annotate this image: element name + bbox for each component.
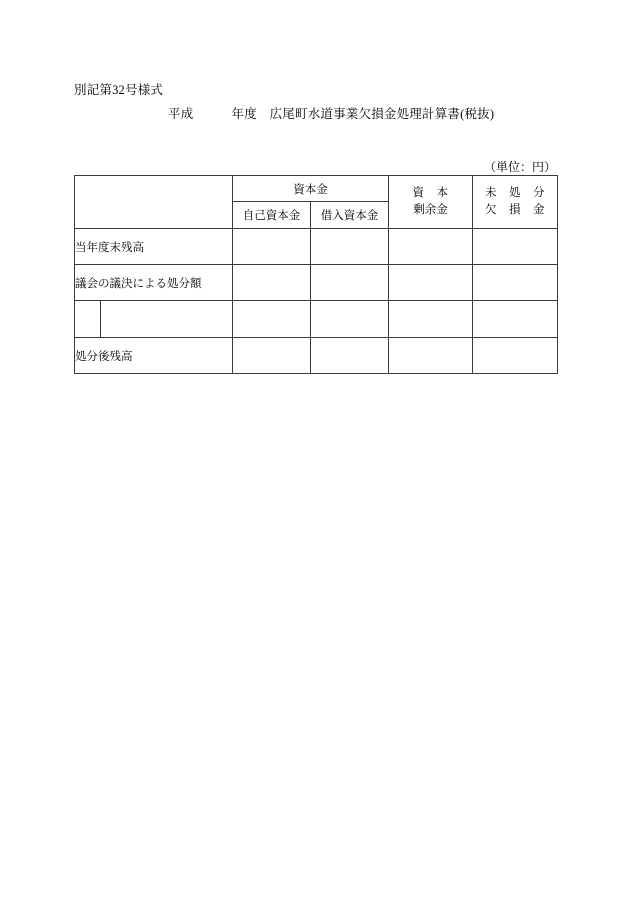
cell-borrowed-capital[interactable] <box>311 265 389 301</box>
cell-borrowed-capital[interactable] <box>311 338 389 374</box>
cell-own-capital[interactable] <box>233 229 311 265</box>
cell-own-capital[interactable] <box>233 301 311 338</box>
table-header-row-top <box>75 176 558 202</box>
unit-note: （単位：円） <box>483 160 556 174</box>
cell-capital-surplus[interactable] <box>389 265 473 301</box>
cell-unappropriated-deficit[interactable] <box>473 338 558 374</box>
cell-borrowed-capital[interactable] <box>311 229 389 265</box>
cell-capital-surplus[interactable] <box>389 338 473 374</box>
table-corner-blank <box>75 176 233 229</box>
column-header-capital-surplus <box>389 176 473 229</box>
table-row <box>75 265 558 301</box>
unappropriated-deficit-line2: 欠 損 金 <box>485 204 545 216</box>
cell-capital-surplus[interactable] <box>389 301 473 338</box>
cell-own-capital[interactable] <box>233 265 311 301</box>
capital-surplus-line2: 剰余金 <box>413 204 448 216</box>
form-number: 別記第32号様式 <box>74 83 164 97</box>
table-row <box>75 338 558 374</box>
sub-item-input[interactable] <box>100 301 232 337</box>
column-header-unappropriated-deficit <box>473 176 558 229</box>
row-label-year-end-balance: 当年度末残高 <box>75 229 233 265</box>
cell-capital-surplus[interactable] <box>389 229 473 265</box>
cell-own-capital[interactable] <box>233 338 311 374</box>
cell-borrowed-capital[interactable] <box>311 301 389 338</box>
page-title: 平成 年度 広尾町水道事業欠損金処理計算書(税抜) <box>168 107 495 121</box>
column-header-own-capital: 自己資本金 <box>233 202 311 229</box>
cell-unappropriated-deficit[interactable] <box>473 229 558 265</box>
deficit-appropriation-table <box>74 175 558 374</box>
unappropriated-deficit-line1: 未 処 分 <box>485 187 545 200</box>
capital-surplus-line1: 資 本 <box>412 187 449 200</box>
row-label-sub-item <box>75 301 233 338</box>
row-label-post-appropriation-balance: 処分後残高 <box>75 338 233 374</box>
column-header-capital-group: 資本金 <box>233 176 389 202</box>
cell-unappropriated-deficit[interactable] <box>473 301 558 338</box>
table-row <box>75 229 558 265</box>
cell-unappropriated-deficit[interactable] <box>473 265 558 301</box>
table-row <box>75 301 558 338</box>
column-header-borrowed-capital: 借入資本金 <box>311 202 389 229</box>
row-label-council-resolution-amount: 議会の議決による処分額 <box>75 265 233 301</box>
